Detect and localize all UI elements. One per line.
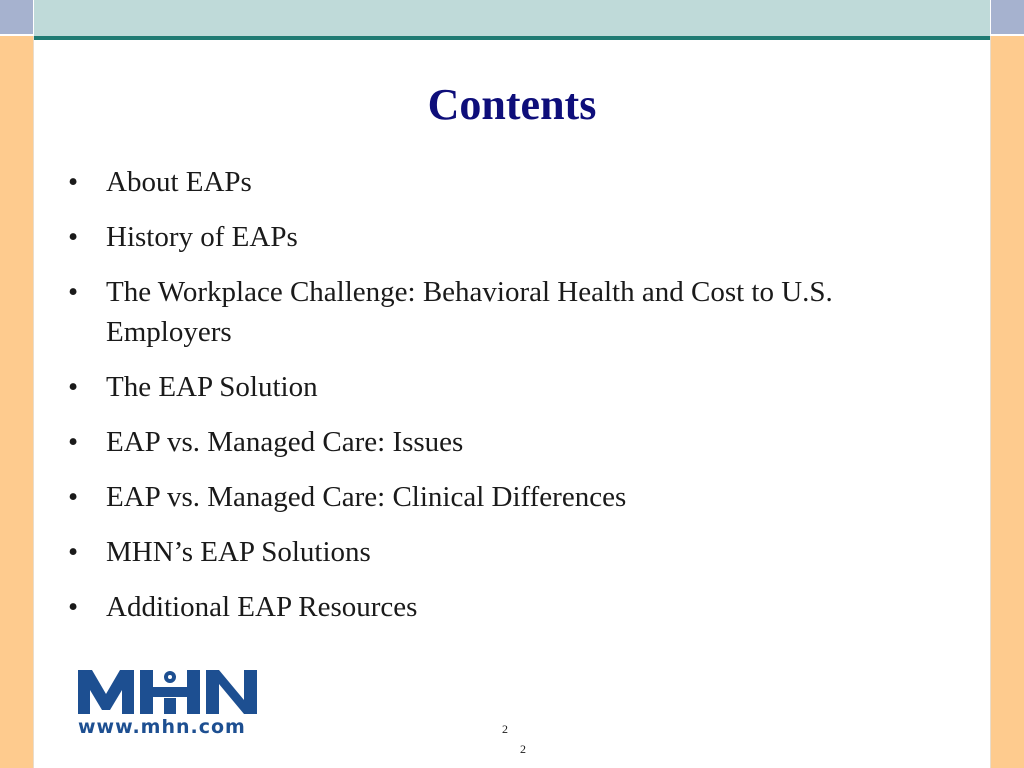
top-rule: [34, 36, 990, 40]
inner-line-right: [990, 36, 991, 768]
list-item: [60, 162, 940, 202]
mhn-logo-icon: [78, 668, 262, 714]
list-item-text: History of EAPs: [106, 221, 298, 253]
list-item: [60, 367, 940, 407]
corner-block-top-right: [991, 0, 1024, 34]
list-item-text: The EAP Solution: [106, 371, 318, 403]
bullet-icon: •: [68, 591, 79, 623]
side-band-right: [991, 36, 1024, 768]
list-item-text: MHN’s EAP Solutions: [106, 536, 371, 568]
list-item: [60, 422, 940, 462]
bullet-icon: •: [68, 276, 79, 308]
slide-title: Contents: [427, 80, 597, 129]
list-item: [60, 532, 940, 572]
logo-url-text: www.mhn.com: [78, 716, 246, 738]
page-number-footer: 2: [520, 742, 526, 756]
list-item-text: Additional EAP Resources: [106, 591, 418, 623]
mhn-logo: [78, 668, 262, 740]
list-item: [60, 217, 940, 257]
bullet-icon: •: [68, 536, 79, 568]
list-item-text: EAP vs. Managed Care: Clinical Differences: [106, 481, 627, 513]
bullet-icon: •: [68, 481, 79, 513]
bullet-icon: •: [68, 426, 79, 458]
list-item-text: The Workplace Challenge: Behavioral Health and Cost to U.S. Employers: [106, 276, 833, 348]
corner-block-top-left: [0, 0, 33, 34]
list-item-text: EAP vs. Managed Care: Issues: [106, 426, 464, 458]
list-item: [60, 477, 940, 517]
list-item-text: About EAPs: [106, 166, 252, 198]
page-number: 2: [502, 722, 508, 736]
contents-list: [60, 162, 940, 642]
bullet-icon: •: [68, 166, 79, 198]
inner-line-left: [33, 36, 34, 768]
top-band: [34, 0, 990, 36]
list-item: [60, 272, 940, 352]
bullet-icon: •: [68, 221, 79, 253]
bullet-icon: •: [68, 371, 79, 403]
list-item: [60, 587, 940, 627]
side-band-left: [0, 36, 33, 768]
